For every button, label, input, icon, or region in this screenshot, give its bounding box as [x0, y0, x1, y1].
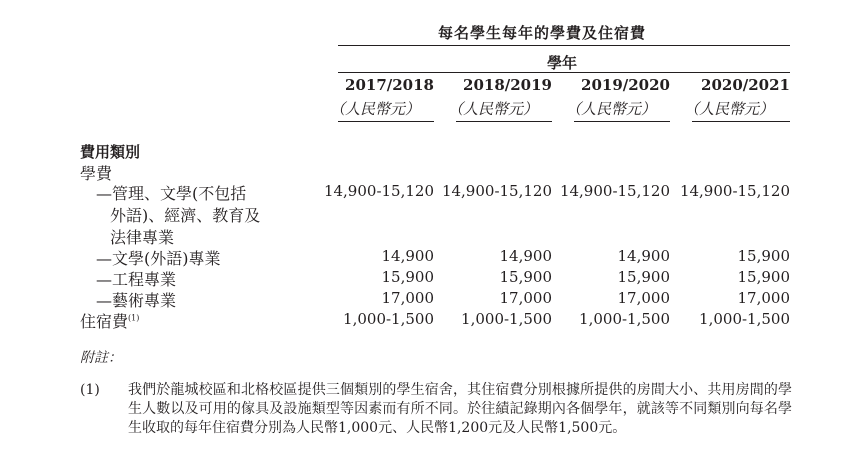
notes-heading: 附註： [80, 350, 122, 366]
row-label-line: 外語)、經濟、教育及 [110, 206, 261, 225]
column-rule [338, 121, 434, 122]
table-cell: 15,900 [617, 268, 670, 286]
table-title: 每名學生每年的學費及住宿費 [438, 24, 647, 42]
note-text: 我們於龍城校區和北格校區提供三個類別的學生宿舍，其住宿費分別根據所提供的房間大小、共用房間的學生人數以及可用的傢具及設施類型等因素而有所不同。於往績記錄期內各個學年，就該等不同類別向每名學生收取的每年住宿費分別為人民幣1,000元、人民幣1,200元及人民幣1,500元。 [128, 382, 792, 436]
category-title: 費用類別 [80, 143, 141, 161]
table-cell: 17,000 [381, 289, 434, 307]
tuition-label: 學費 [80, 164, 113, 183]
table-cell: 15,900 [499, 268, 552, 286]
row-label-line: —工程專業 [96, 270, 177, 289]
row-label-line: —藝術專業 [96, 291, 177, 310]
year-header: 2019/2020 [581, 76, 670, 94]
year-rule [338, 72, 790, 73]
table-cell: 1,000-1,500 [699, 310, 790, 328]
table-cell: 15,900 [737, 268, 790, 286]
table-cell: 1,000-1,500 [579, 310, 670, 328]
table-cell: 14,900 [499, 247, 552, 265]
column-rule [456, 121, 552, 122]
table-cell: 14,900 [381, 247, 434, 265]
accommodation-label-text: 住宿費 [80, 312, 129, 331]
year-header: 2020/2021 [701, 76, 790, 94]
column-rule [692, 121, 790, 122]
year-header: 2018/2019 [463, 76, 552, 94]
row-label-line: —文學(外語)專業 [96, 249, 221, 268]
table-cell: 14,900-15,120 [441, 182, 552, 200]
column-rule [574, 121, 670, 122]
table-cell: 15,900 [737, 247, 790, 265]
note-marker: (1) [80, 382, 100, 398]
table-cell: 14,900-15,120 [323, 182, 434, 200]
table-cell: 14,900-15,120 [679, 182, 790, 200]
row-label-line: 法律專業 [110, 228, 175, 247]
unit-header: （人民幣元） [566, 100, 657, 118]
title-rule [338, 45, 790, 46]
unit-header: （人民幣元） [330, 100, 421, 118]
table-cell: 1,000-1,500 [461, 310, 552, 328]
unit-header: （人民幣元） [448, 100, 539, 118]
year-label: 學年 [547, 54, 578, 72]
table-cell: 17,000 [617, 289, 670, 307]
year-header: 2017/2018 [345, 76, 434, 94]
table-cell: 17,000 [737, 289, 790, 307]
note-reference: (1) [128, 313, 140, 323]
accommodation-label [80, 309, 139, 332]
table-cell: 17,000 [499, 289, 552, 307]
row-label-line: —管理、文學(不包括 [96, 184, 247, 203]
unit-header: （人民幣元） [684, 100, 775, 118]
table-cell: 14,900-15,120 [559, 182, 670, 200]
table-cell: 1,000-1,500 [343, 310, 434, 328]
table-cell: 14,900 [617, 247, 670, 265]
table-cell: 15,900 [381, 268, 434, 286]
